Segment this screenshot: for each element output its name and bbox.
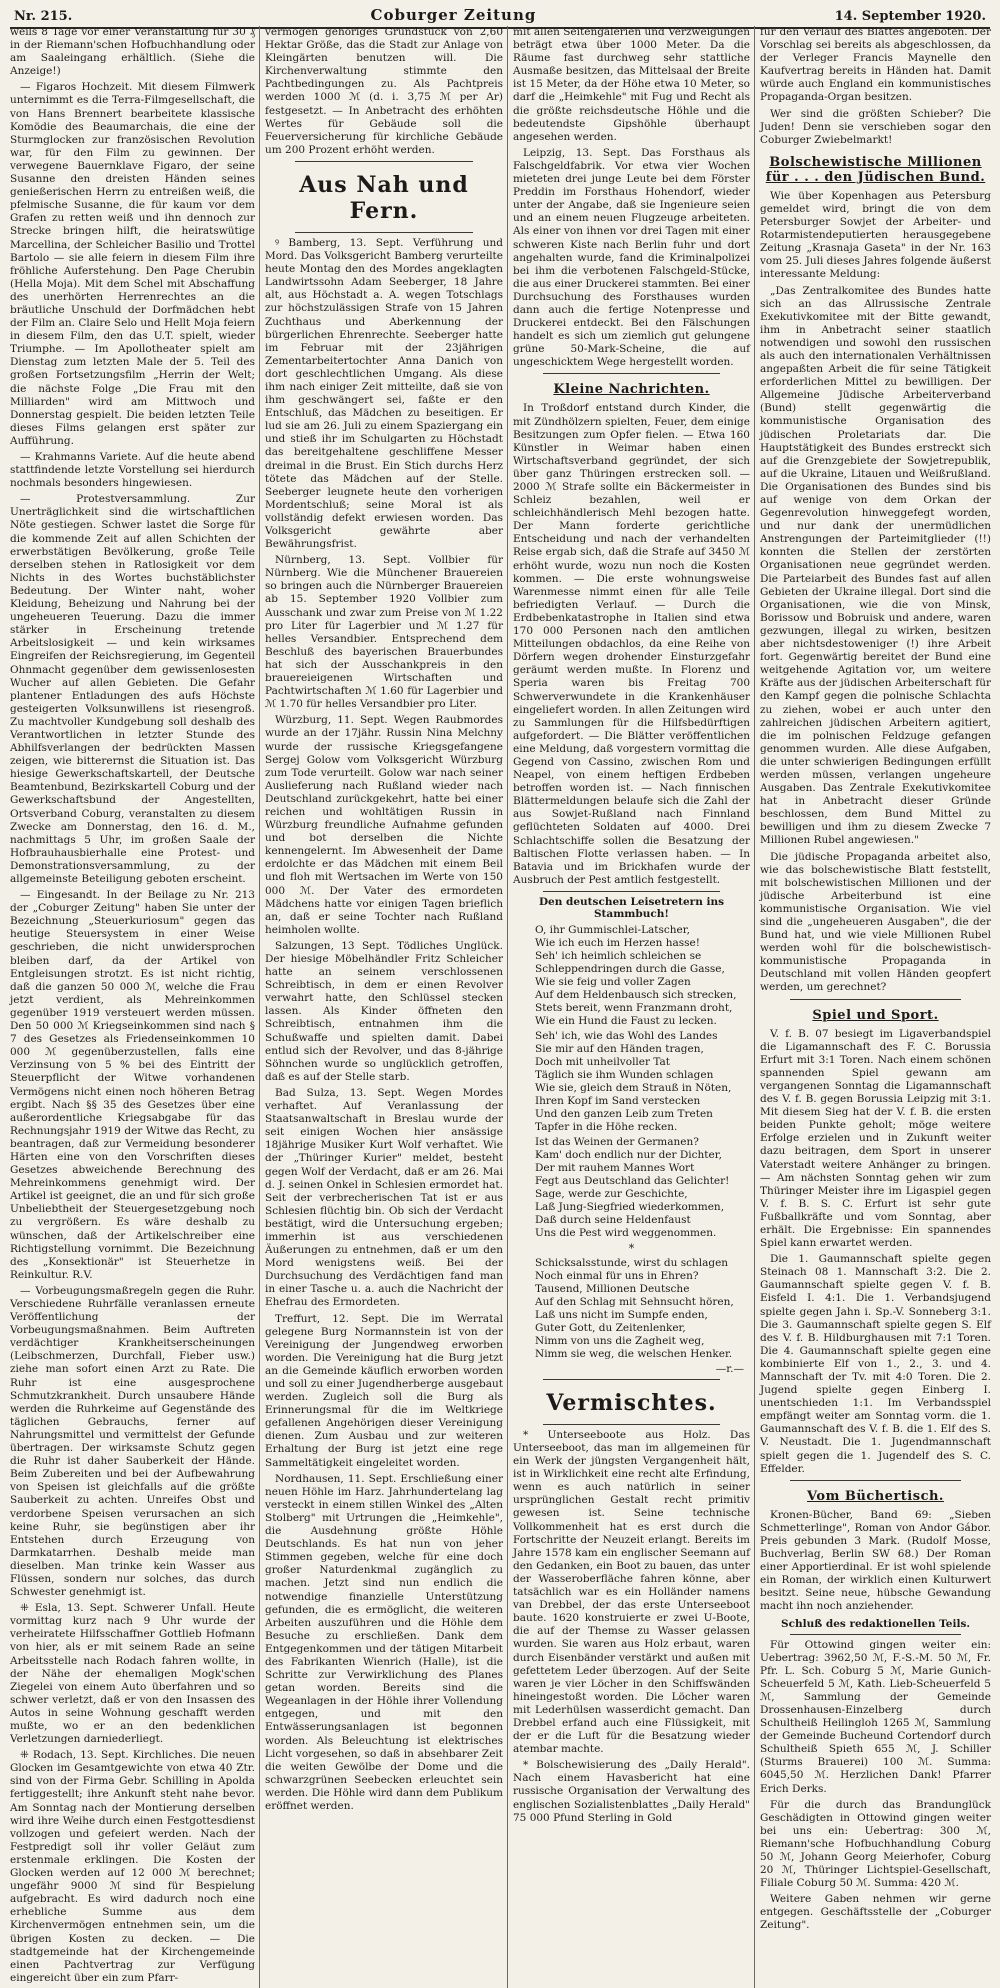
article-paragraph: — Figaros Hochzeit. Mit diesem Filmwerk unternimmt es die Terra-Filmgesellschaft, die von Hans Brennert bearbeitete klassische Komödie des Beaumarchais, die eine der Sturmglocken zur französischen Revolution war, für den Film zu gewinnen. Der verwegene Bauernklave Figaro, der seine Susanne den dreisten Händen seines genießerischen Herrn zu entreißen weiß, die pfelmische Susanne, die für kaum vor dem Grafen zu retten weiß und ihn dennoch zur Strecke bringen hilft, die heiratswütige Marcellina, der Schleicher Basilio und Trottel Bartolo — sie alle feiern in diesem Film ihre fröhliche Auferstehung. Den Page Cherubin (Hella Moja). Mit dem Schel mit Abschaffung des unerhörten Herrenrechtes an die bräutliche Unschuld der Dorfmädchen hebt der Film an. Claire Selo und Hellt Moja feiern in diesem Film, den das U.T. spielt, wieder Triumphe. — Im Apollotheater spielt am Dienstag zum letzten Male der 5. Teil des großen Fortsetzungsfilm „Herrin der Welt; die nächste Folge „Die Frau mit den Milliarden" wird am Mittwoch und Donnerstag gespielt. Die beiden letzten Teile dieses Films gelangen erst später zur Aufführung. [10, 81, 255, 447]
article-paragraph: Kronen-Bücher, Band 69: „Sieben Schmetterlinge", Roman von Andor Gábor. Preis gebunden 3 Mark. (Rudolf Mosse, Buchverlag, Berlin SW 68.) Der Roman einer Apportierdinal. Er ist wohl spielende ein Roman, der wirklich einen Kulturwert besitzt. Seine neue, hübsche Gewandung macht ihn noch anziehender. [760, 1508, 991, 1613]
divider [295, 232, 473, 233]
paper-title: Coburger Zeitung [370, 6, 537, 24]
article-paragraph: vermögen gehöriges Grundstück von 2,60 Hektar Größe, das die Stadt zur Anlage von Kleingärten benutzen will. Die Kirchenverwaltung stimmte den Pachtbedingungen zu. Als Pachtpreis werden 1000 ℳ (d. i. 3,75 ℳ per Ar) festgesetzt. — In Anbetracht des erhöhten Wertes für Gebäude soll die Feuerversicherung für kirchliche Gebäude um 200 Prozent erhöht werden. [265, 26, 503, 156]
divider [543, 891, 720, 892]
article-paragraph: Treffurt, 12. Sept. Die im Werratal gelegene Burg Normannstein ist von der Vereinigung der Jungendweg erworben worden. Die Vereinigung hat die Burg jetzt an die Gemeinde käuflich erworben worden und soll zu einer Jugendherberge ausgebaut werden. Zugleich soll die Burg als Erinnerungsmal für die im Weltkriege gefallenen Angehörigen dieser Vereinigung dienen. Zum Ausbau und zur weiteren Erhaltung der Burg ist jetzt eine rege Sammeltätigkeit eingeleitet worden. [265, 1312, 503, 1469]
article-paragraph: Nordhausen, 11. Sept. Erschließung einer neuen Höhle im Harz. Jahrhundertelang lag versteckt in einem stillen Winkel des „Alten Stolberg" mit Urtrungen die „Heimkehle", die Ausdehnung größte Höhle Deutschlands. Es hat nun von jeher Stimmen gegeben, welche für eine doch großer Naturdenkmal zugänglich zu machen. Jetzt sind nun endlich die notwendige finanzielle Unterstützung gefunden, die es ermöglicht, die weiteren Arbeiten auszuführen und die Höhle dem Besuche zu erschließen. Dank dem Entgegenkommen und der tätigen Mitarbeit des Fabrikanten Wienrich (Halle), ist die Schritte zur Verwirklichung des Planes getan worden. Bereits sind die Wegeanlagen in der Höhle ihrer Vollendung entgegen, und mit den Entwässerungsanlagen ist begonnen worden. Als Beleuchtung ist elektrisches Licht vorgesehen, so daß in absehbarer Zeit die weiten Gewölbe der Dome und die schwarzgrünen Seebecken erleuchtet sein werden. Die Höhle wird dann dem Publikum eröffnet werden. [265, 1472, 503, 1812]
article-paragraph: Die jüdische Propaganda arbeitet also, wie das bolschewistische Blatt feststellt, mit bolschewistischen Millionen und der jüdische Arbeiterbund ist eine kommunistische Organisation. Wie viel sind die „ungeheueren Ausgaben", die der Bund hat, und wie viele Millionen Rubel werden wohl für die bolschewistisch-kommunistische Propaganda in Deutschland mit vollen Händen geopfert werden, um gerechnet? [760, 850, 991, 994]
divider [790, 1634, 961, 1635]
article-paragraph: Wie über Kopenhagen aus Petersburg gemeldet wird, bringt die von dem Petersburger Sowjet der Arbeiter- und Rotarmistendeputierten herausgegebene Zeitung „Krasnaja Gaseta" in der Nr. 163 vom 25. Juli dieses Jahres folgende äußerst interessante Meldung: [760, 189, 991, 281]
column-4-books [760, 1509, 991, 1614]
article-paragraph: Bad Sulza, 13. Sept. Wegen Mordes verhaftet. Auf Veranlassung der Staatsanwaltschaft in Breslau wurde der seit einigen Wochen hier ansässige 18jährige Musiker Kurt Wolf verhaftet. Wie der „Thüringer Kurier" meldet, besteht gegen Wolf der Verdacht, daß er am 26. Mai d. J. seinen Onkel in Schlesien ermordet hat. Seit der verbrecherischen Tat ist er aus Schlesien flüchtig bin. Ob sich der Verdacht bestätigt, wird die Untersuchung ergeben; immerhin ist aus verschiedenen Äußerungen zu entnehmen, daß er um den Mord wenigstens weiß. Bei der Durchsuchung des Verdächtigen fand man in einer Tasche u. a. auch die Nachricht der Ehefrau des Ermordeten. [265, 1086, 503, 1309]
poem-stanza: O, ihr Gummischlei-Latscher, Wie ich euch im Herzen hasse! Seh' ich heimlich schleichen se Schleppendringen durch die Gasse, Wie sie feig und voller Zagen Auf dem Heldenbausch sich strecken, Stets bereit, wenn Franzmann droht, Wie ein Hund die Faust zu lecken. [535, 923, 737, 1027]
column-4-sport [760, 1028, 991, 1476]
section-heading-schluss: Schluß des redaktionellen Teils. [780, 1617, 971, 1630]
divider [790, 999, 961, 1000]
article-paragraph: ꝰ Bamberg, 13. Sept. Verführung und Mord. Das Volksgericht Bamberg verurteilte heute Montag den des Mordes angeklagten Landwirtssohn Adam Seeberger, 18 Jahre alt, aus Höchstadt a. A. wegen Totschlags zur höchstzulässigen Strafe von 15 Jahren Zuchthaus und Aberkennung der bürgerlichen Ehrenrechte. Seeberger hatte im Februar mit der 23jährigen Zementarbeitertochter Anna Danich von dort geschlechtlichen Umgang. Als diese ihm nach einiger Zeit mitteilte, daß sie von ihm geschwängert sei, faßte er den Entschluß, das Mädchen zu beseitigen. Er lud sie am 26. Juli zu einem Spaziergang ein und stieß ihr im Schulgarten zu Höchstadt das bereitgehaltene geschliffene Messer dreimal in die Brust. Ein Stich durchs Herz tötete das Mädchen auf der Stelle. Seeberger leugnete heute den vorherigen Mordentschluß; seine Moral ist als vollständig defekt erwiesen worden. Das Volksgericht gewährte aber Bewährungsfrist. [265, 236, 503, 551]
article-paragraph: — Protestversammlung. Zur Unerträglichkeit sind die wirtschaftlichen Nöte gestiegen. Schwer lastet die Sorge für die kommende Zeit auf allen Schichten der erwerbstätigen Bevölkerung, große Teile derselben stehen in Ratlosigkeit vor dem Nichts in des Wortes buchstäblichster Bedeutung. Der Winter naht, woher Kleidung, Beheizung und Nahrung bei der ungeheueren Teuerung. Dazu die immer stärker in Erscheinung tretende Arbeitslosigkeit — und kein wirksames Eingreifen der Reichsregierung, im Gegenteil Ohnmacht gegenüber dem gewissenlosesten Wucher auf allen Gebieten. Die Gefahr plantener Entladungen des aufs Höchste gesteigerten Volksunwillens ist riesengroß. Zu machtvoller Kundgebung soll deshalb des Verantwortlichen in letzter Stunde des Abhilfsverlangen der bedrückten Massen zeigen, wie bitterernst die Situation ist. Das hiesige Gewerkschaftskartell, der Deutsche Beamtenbund, Bezirkskartell Coburg und der Gewerkschaftsbund der Angestellten, Ortsverband Coburg, veranstalten zu diesem Zwecke am Donnerstag, den 16. d. M., nachmittags 5 Uhr, im großen Saale der Hofbrauhausbierhalle eine Protest- und Demonstrationsversammlung, zu der allgemeinste Beteiligung geboten erscheint. [10, 493, 255, 885]
column-4-report [760, 190, 991, 995]
section-heading-spiel-und-sport: Spiel und Sport. [812, 1007, 939, 1023]
column-4-donations [760, 1639, 991, 1933]
article-paragraph: Salzungen, 13 Sept. Tödliches Unglück. Der hiesige Möbelhändler Fritz Schleicher hatte an seinem verschlossenen Schreibtisch, in dem er einen Revolver verwahrt hatte, den Schlüssel stecken lassen. Als Kinder öffneten den Schreibtisch, entnahmen ihm die Schußwaffe und spielten damit. Dabei entlud sich der Revolver, und das 8-jährige Söhnchen wurde so unglücklich getroffen, daß es auf der Stelle starb. [265, 939, 503, 1083]
column-3-top [513, 26, 750, 369]
article-paragraph: weils 8 Tage vor einer Veranstaltung für 30 ₰ in der Riemann'schen Hofbuchhandlung oder am Saaleingang erhältlich. (Siehe die Anzeige!) [10, 26, 255, 78]
article-paragraph: Weitere Gaben nehmen wir gerne entgegen. Geschäftsstelle der „Coburger Zeitung". [760, 1893, 991, 1932]
issue-number: Nr. 215. [14, 9, 73, 24]
article-paragraph: ⁜ Rodach, 13. Sept. Kirchliches. Die neuen Glocken im Gesamtgewichte von etwa 40 Ztr. sind von der Firma Gebr. Schilling in Apolda fertiggestellt; ihre Ankunft steht nahe bevor. Am Sonntag nach der Montierung derselben wird ihre Weihe durch einen Festgottesdienst vollzogen und gefeiert werden. Nach der Festpredigt soll ihr voller Geläut zum erstenmale erklingen. Die Kosten der Glocken werden auf 12 000 ℳ berechnet; ungefähr 9000 ℳ sind für Bespielung aufgebracht. Es wird dadurch noch eine erhebliche Summe aus dem Kirchenvermögen entnehmen sein, um die übrigen Kosten zu decken. — Die stadtgemeinde hat der Kirchengemeinde einen Pachtvertrag zur Verfügung eingereicht über ein zum Pfarr- [10, 1749, 255, 1984]
divider [295, 161, 473, 162]
article-paragraph: Wer sind die größten Schieber? Die Juden! Denn sie verschieben sogar den Coburger Zwiebelmarkt! [760, 107, 991, 146]
article-paragraph: V. f. B. 07 besiegt im Ligaverbandspiel die Ligamannschaft des F. C. Borussia Erfurt mit 3:1 Toren. Nach einem schönen spannenden Spiel gewann am vergangenen Sonntag die Ligamannschaft des V. f. B. gegen Borussia Leipzig mit 3:1. Mit diesem Sieg hat der V. f. B. die ersten beiden Punkte geholt; möge weitere Erfolge erzielen und in Zukunft weiter dazu beitragen, dem Sport in unserer Vaterstadt weitere Anhänger zu bringen. — Am nächsten Sonntag gehen wir zum Thüringer Meister ihre im Ligaspiel gegen V. f. B. S. C. Erfurt ist sehr gute Fußballkräfte und vom Sonntag, aber erhält. Die Ergebnisse: Ein spannendes Spiel kann erwartet werden. [760, 1027, 991, 1250]
column-3 [513, 26, 755, 1988]
column-4-top [760, 26, 991, 147]
section-heading-vom-buechertisch: Vom Büchertisch. [807, 1488, 944, 1504]
divider [543, 373, 720, 374]
article-paragraph: für den Verlauf des Blattes angeboten. Der Vorschlag sei bereits als abgeschlossen, da der Verleger Francis Maynelle den Kaufvertrag bereits in Händen hat. Damit würde auch England ein kommunistisches Propaganda-Organ besitzen. [760, 26, 991, 104]
article-paragraph: * Unterseeboote aus Holz. Das Unterseeboot, das man im allgemeinen für ein Werk der jüngsten Vergangenheit hält, ist in Wirklichkeit eine recht alte Erfindung, wenn es auch natürlich in seiner ursprünglichen Gestalt recht primitiv gewesen ist. Seine technische Vollkommenheit hat es erst durch die Fortschritte der Neuzeit erlangt. Bereits im Jahre 1578 kam ein englischer Seemann auf den Gedanken, ein Boot zu bauen, das unter der Wasseroberfläche fahren könne, aber tatsächlich war es ein Holländer namens van Drebbel, der das erste Unterseeboot baute. 1620 konstruierte er zwei U-Boote, die auf der Themse zu Wasser gelassen wurden. Sie waren aus Holz erbaut, waren durch Eisenbänder verstärkt und außen mit gefettetem Leder überzogen. Auf der Seite waren je vier Löcher in den Schiffswänden hineingestoßt worden. Die Löcher waren mit Lederhülsen wasserdicht gemacht. Dan Drebbel erfand auch eine Flüssigkeit, mit der er die Luft für die Besatzung wieder atembar machte. [513, 1428, 750, 1756]
article-paragraph: „Das Zentralkomitee des Bundes hatte sich an das Allrussische Zentrale Exekutivkomitee mit der Bitte gewandt, ihm in Anbetracht seiner staatlich notwendigen und sowohl den russischen als auch den internationalen Verhältnissen angepaßten Arbeit die für seine Tätigkeit erforderlichen Mittel zu bewilligen. Der Allgemeine Jüdische Arbeiterverband (Bund) stellt gegenwärtig die kommunistische Organisation des jüdischen Proletariats dar. Die Hauptstätigkeit des Bundes erstreckt sich auf die Grenzgebiete der Sowjetrepublik, auf die Ukraine, Litauen und Weißrußland. Die Organisationen des Bundes sind bis auf wenige von dem Orkan der Gegenrevolution hinweggefegt worden, und nur dank der unermüdlichen Anstrengungen der Parteimitglieder (!!) konnten die Stellen der zerstörten Organisationen neue gegründet werden. Die Parteiarbeit des Bundes fast auf allen Gebieten der Ukraine illegal. Dort sind die Organisationen, wie die von Minsk, Borissow und Bobruisk und andere, waren gezwungen, illegal zu wirken, besitzen aber nichtsdestoweniger (!) ihre Arbeit fort. Gegenwärtig bereitet der Bund eine weitgehende Agitation vor, um weitere Kräfte aus der jüdischen Arbeiterschaft für den Kampf gegen die polnische Schlachta zu ziehen, wobei er auch unter den zahlreichen jüdischen Arbeitern agitiert, die im polnischen Feldzuge gefangen genommen wurden. Alle diese Aufgaben, die unter schwierigen Bedingungen erfüllt werden müssen, verlangen ungeheure Ausgaben. Das Zentrale Exekutivkomitee hat in Anbetracht dieser Gründe beschlossen, dem Bund Mittel zu bewilligen und ihm zu diesem Zwecke 7 Millionen Rubel angewiesen." [760, 284, 991, 847]
article-paragraph: mit allen Seitengalerien und Verzweigungen beträgt etwa über 1000 Meter. Da die Räume fast durchweg sehr stattliche Ausmaße besitzen, das Mittelsaal der Breite ist 15 Meter, da der Höhe etwa 10 Meter, so darf die „Heimkehle" mit Fug und Recht als die größte reichsdeutsche Höhle und die bedeutendste Gipshöhle überhaupt angesehen werden. [513, 26, 750, 143]
article-paragraph: Die 1. Gaumannschaft spielte gegen Steinach 08 1. Mannschaft 3:2. Die 2. Gaumannschaft spielte gegen V. f. B. Eisfeld I. 4:1. Die 1. Verbandsjugend spielte gegen Jahn i. Sp.-V. Sonneberg 3:1. Die 3. Gaumannschaft spielte gegen S. Elf des V. f. B. Hildburghausen mit 7:1 Toren. Die 4. Gaumannschaft spielte gegen eine kombinierte Elf von 1., 2., 3. und 4. Mannschaft der Tv. mit 4:0 Toren. Die 2. Jugend spielte gegen Einberg I. unentschieden 1:1. Im Verbandsspiel empfängt weiter am Sonntag vorm. die 1. Gaumannschaft des V. f. B. die 1. Elf des S. V. Neustadt. Die 1. Jugendmannschaft spielt gegen die 1. Jugendelf des S. C. Effelder. [760, 1253, 991, 1475]
column-3-news [513, 402, 750, 886]
column-4 [760, 26, 995, 1988]
section-heading-bolschewistische-millionen: Bolschewistische Millionen für . . . den Jüdischen Bund. [765, 154, 986, 185]
article-paragraph: Leipzig, 13. Sept. Das Forsthaus als Falschgeldfabrik. Vor etwa vier Wochen mieteten drei junge Leute bei dem Förster Preddin im Forsthaus Hohendorf, wieder unter der Angabe, daß sie Ingenieure seien und an einem neuen Flugzeuge arbeiteten. Als einer von ihnen vor drei Tagen mit einer schweren Kiste nach Berlin fuhr und dort angehalten wurde, fand die Kriminalpolizei bei ihm die verbotenen Falschgeld-Stücke, die aus einer Druckerei stammten. Bei einer Durchsuchung des Forsthauses wurden dann auch die fertige Notenpresse und Druckerei entdeckt. Bei den Fälschungen handelt es sich um ziemlich gut gelungene grüne 50-Mark-Scheine, die auf ungeschicktem Wege hergestellt worden. [513, 146, 750, 369]
poem-stanza: Seh' ich, wie das Wohl des Landes Sie mir auf den Händen tragen, Doch mit unheilvoller Tat Täglich sie ihm Wunden schlagen Wie sie, gleich dem Strauß in Nöten, Ihren Kopf im Sand verstecken Und den ganzen Leib zum Treten Tapfer in die Höhe recken. [535, 1029, 732, 1133]
article-paragraph: ⁜ Esla, 13. Sept. Schwerer Unfall. Heute vormittag kurz nach 9 Uhr wurde der verheiratete Hilfsschaffner Gottlieb Hofmann von hier, als er mit seinem Rade an seine Arbeitsstelle nach Rodach fahren wollte, in der Nähe der ehemaligen Mogk'schen Ziegelei von einem Auto überfahren und so schwer verletzt, daß er von den Insassen des Autos in seine Wohnung geschafft werden mußte, wo er an den bedenklichen Verletzungen darniederliegt. [10, 1602, 255, 1746]
article-paragraph: In Troßdorf entstand durch Kinder, die mit Zündhölzern spielten, Feuer, dem einige Besitzungen zum Opfer fielen. — Etwa 160 Künstler in Weimar haben einen Wirtschaftsverband gegründet, der sich über ganz Thüringen erstrecken soll. — 2000 ℳ Strafe sollte ein Bäckermeister in Schleiz bezahlen, weil er schleichhändlerisch Mehl bezogen hatte. Der Mann forderte gerichtliche Entscheidung und nach der verhandelten Reise ergab sich, daß die Strafe auf 3450 ℳ erhöht wurde, wozu nun noch die Kosten kommen. — Die erste wohnungsweise Warenmesse nimmt einen für alle Teile befriedigten Verlauf. — Durch die Erdbebenkatastrophe in Italien sind etwa 170 000 Personen nach den amtlichen Mitteilungen obdachlos, da eine Reihe von Dörfern wegen drohender Einsturzgefahr geräumt werden mußte. In Florenz und Speria waren bis Freitag 700 Schwerverwundete in die Krankenhäuser eingeliefert worden. In allen Zeitungen wird zu Sammlungen für die Hilfsbedürftigen aufgefordert. — Die Blätter veröffentlichen eine Meldung, daß vorgestern vormittag die Gegend von Cassino, zwischen Rom und Neapel, von einem heftigen Erdbeben betroffen worden ist. — Nach finnischen Blättermeldungen belaufe sich die Zahl der aus Sowjet-Rußland nach Finnland geflüchteten Soldaten auf 4000. Drei Schlachtschiffe sollen die Besatzung der Baltischen Flotte verlassen haben. — In Batavia und im Brickhafen wurde der Ausbruch der Pest amtlich festgestellt. [513, 402, 750, 886]
divider [543, 1424, 720, 1425]
article-paragraph: — Krahmanns Variete. Auf die heute abend stattfindende letzte Vorstellung sei hierdurch nochmals besonders hingewiesen. [10, 451, 255, 490]
poem-stanza: Ist das Weinen der Germanen? Kam' doch endlich nur der Dichter, Der mit rauhem Mannes Wort Fegt aus Deutschland das Gelichter! Sage, werde zur Geschichte, Laß Jung-Siegfried wiederkommen, Daß durch seine Heldenfaust Uns die Pest wird weggenommen. [535, 1135, 730, 1239]
article-paragraph: Für Ottowind gingen weiter ein: Uebertrag: 3962,50 ℳ, F.-S.-M. 50 ℳ, Fr. Pfr. L. Sch. Coburg 5 ℳ, Marie Gunich-Scheuerfeld 5 ℳ, Kath. Lieb-Scheuerfeld 5 ℳ, Sammlung der Gemeinde Drossenhausen-Einzelberg durch Schultheiß Heilingloh 1265 ℳ, Sammlung der Gemeinde Bucheund Cortendorf durch Schultheiß Spieth 655 ℳ, J. Schiller (Sturms Brauerei) 100 ℳ. Summa: 6045,50 ℳ. Herzlichen Dank! Pfarrer Erich Derks. [760, 1638, 991, 1795]
article-paragraph: Würzburg, 11. Sept. Wegen Raubmordes wurde an der 17jähr. Russin Nina Melchny wurde der russische Kriegsgefangene Sergej Golow vom Volksgericht Würzburg zum Tode verurteilt. Golow war nach seiner Auslieferung nach Rußland wieder nach Deutschland zurückgekehrt, hatte bei einer reichen und wohltätigen Russin in Würzburg freundliche Aufnahme gefunden und bot derselben die Nichte kennengelernt. Im Abwesenheit der Dame erdolchte er das Mädchen mit einem Beil und floh mit Wertsachen im Werte von 150 000 ℳ. Der Vater des ermordeten Mädchens hatte vor einigen Tagen brieflich an, daß er seine Tochter nach Rußland heimholen wollte. [265, 714, 503, 936]
issue-date: 14. September 1920. [834, 9, 986, 24]
column-2-top [265, 26, 503, 157]
article-paragraph: Für die durch das Brandunglück Geschädigten in Ottowind gingen weiter bei uns ein: Uebertrag: 300 ℳ, Riemann'sche Hofbuchhandlung Coburg 50 ℳ, Johann Georg Meierhofer, Coburg 20 ℳ, Thüringer Lichtspiel-Gesellschaft, Filiale Coburg 50 ℳ. Summa: 420 ℳ. [760, 1798, 991, 1890]
section-heading-aus-nah-und-fern: Aus Nah und Fern. [299, 171, 469, 224]
divider [543, 1379, 720, 1380]
column-2-articles [265, 237, 503, 1813]
divider [790, 1480, 961, 1481]
star-separator: * [628, 1241, 635, 1255]
column-2 [265, 26, 508, 1988]
columns [10, 26, 991, 1984]
poem-title: Den deutschen Leisetretern ins Stammbuch! [538, 895, 725, 920]
section-heading-kleine-nachrichten: Kleine Nachrichten. [553, 382, 710, 398]
poem-signoff: —r.— [715, 1362, 744, 1375]
poem-stanza: Schicksalsstunde, wirst du schlagen Noch einmal für uns in Ehren? Tausend, Millionen Deutsche Auf den Schlag mit Sehnsucht hören, Laß uns nicht im Sumpfe enden, Guter Gott, du Zeitenlenker, Nimm von uns die Zagheit weg, Nimm sie weg, die welschen Henker. [535, 1256, 734, 1360]
article-paragraph: * Bolschewisierung des „Daily Herald". Nach einem Havasbericht hat eine russische Organisation der Verwaltung des englischen Sozialistenblattes „Daily Herald" 75 000 Pfund Sterling in Gold [513, 1759, 750, 1824]
column-1 [10, 26, 260, 1988]
article-paragraph: — Vorbeugungsmaßregeln gegen die Ruhr. Verschiedene Ruhrfälle veranlassen erneute Veröffentlichung der Vorbeugungsmaßnahmen. Beim Auftreten verdächtiger Krankheitserscheinungen (Leibschmerzen, Durchfall, Fieber usw.) ziehe man sofort einen Arzt zu Rate. Die Ruhr ist eine ausgesprochene Schmutzkrankheit. Durch unsaubere Hände werden die Ruhrkeime auf Gegenstände des täglichen Gebrauchs, ferner auf Nahrungsmittel und vermittelst der Gefunde übertragen. Der wirksamste Schutz gegen die Ruhr ist daher Sauberkeit der Hände. Beim Zubereiten und bei der Aufbewahrung von Speisen ist gleichfalls auf die größte Sauberkeit zu achten. Unreifes Obst und verdorbene Speisen verursachen an sich keine Ruhr, sie begünstigen aber ihr Entstehen durch Erzeugung von Darmkatarrhen. Deshalb meide man dieselben. Man trinke kein Wasser aus Flüssen, sondern nur solches, das durch Schwester genehmigt ist. [10, 1284, 255, 1599]
section-heading-vermischtes: Vermischtes. [546, 1389, 717, 1416]
article-paragraph: — Eingesandt. In der Beilage zu Nr. 213 der „Coburger Zeitung" haben Sie unter der Bezeichnung „Steuerkuriosum" gegen das heutige Steuersystem in einer Weise geschrieben, die nicht unwidersprochen bleiben darf, da der Artikel von Entgleisungen strotzt. Es ist nicht richtig, daß die ganzen 50 000 ℳ, welche die Frau jetzt verdient, als Mehreinkommen gegenüber 1919 versteuert werden müssen. Den 50 000 ℳ Kriegseinkommen sind nach § 7 des Gesetzes als Friedenseinkommen 10 000 ℳ gegenüberzustellen, falls eine Verzinsung von 5 % bei des Eintritt der Steuerpflicht der Witwe vorhandenen Vermögens nicht einen noch höheren Betrag ergibt. Nach §§ 35 des Gesetzes über eine außerordentliche Kriegsabgabe für das Rechnungsjahr 1919 der Witwe das Recht, zu beantragen, daß zur Vermeidung besonderer Härten eine von den Vorschriften dieses Gesetzes abweichende Berechnung des Mehreinkommens genehmigt wird. Der Artikel ist geeignet, die an und für sich große Unbeliebtheit der Steuergesetzgebung noch zu vergrößern. Es wäre deshalb zu wünschen, daß der Artikelschreiber eine Richtigstellung vornimmt. Die Bezeichnung des „Konsektionär" ist Steuerhetze in Reinkultur. R.V. [10, 889, 255, 1281]
column-3-miscellany [513, 1429, 750, 1825]
article-paragraph: Nürnberg, 13. Sept. Vollbier für Nürnberg. Wie die Münchener Brauereien so bringen auch die Nürnberger Brauereien ab 15. September 1920 Vollbier zum Ausschank und zwar zum Preise von ℳ 1.22 pro Liter für Lagerbier und ℳ 1.27 für helles Versandbier. Entsprechend dem Beschluß des bayerischen Brauerbundes hat sich der Ausschankpreis in den brauereieigenen Wirtschaften und Pachtwirtschaften ℳ 1.60 für Lagerbier und ℳ 1.70 für helles Versandbier pro Liter. [265, 554, 503, 711]
